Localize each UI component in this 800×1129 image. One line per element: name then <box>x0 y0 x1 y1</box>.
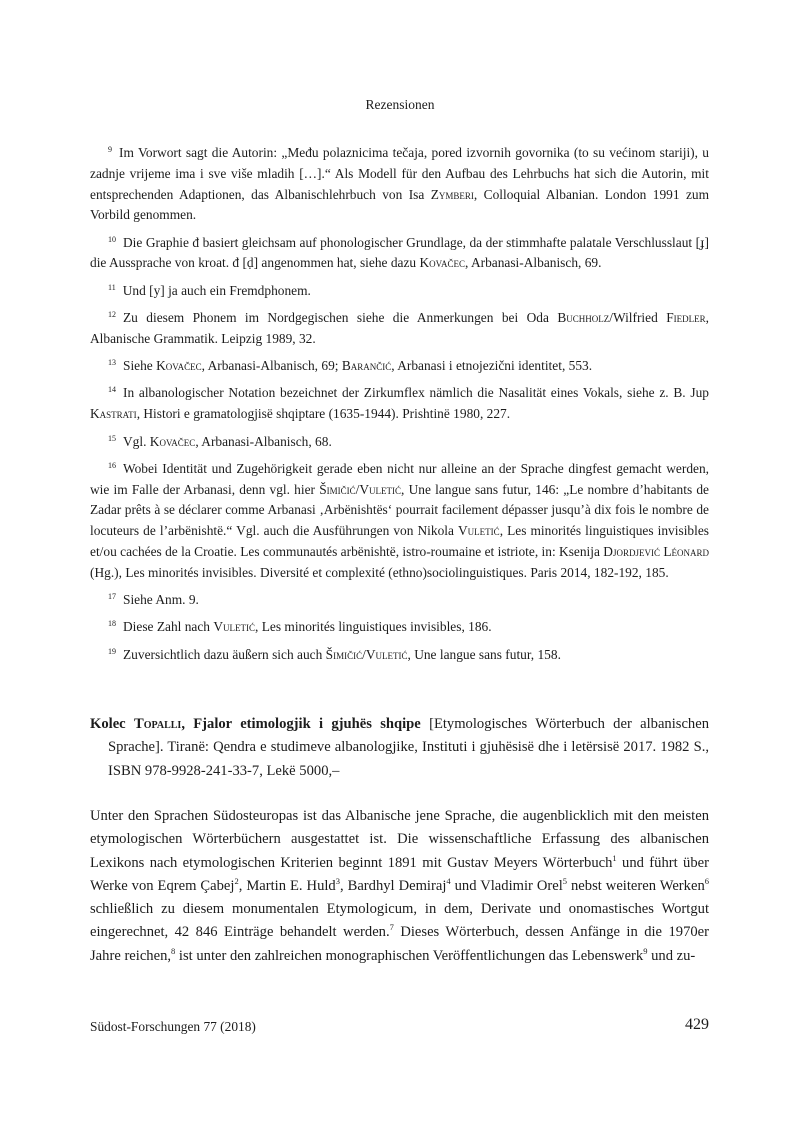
footnote <box>90 230 709 275</box>
author-name: Šimičić <box>325 646 363 662</box>
footnote-text: , Les minorités linguistiques invisibles, 186. <box>255 619 492 635</box>
footnote <box>90 429 709 453</box>
author-name: Vuletić <box>359 481 402 497</box>
footnotes-section <box>90 140 709 669</box>
body-text-run: und zu- <box>647 947 696 964</box>
author-name: Kovačec <box>419 255 465 271</box>
footnote-reference: 9 <box>643 945 648 956</box>
footnote <box>90 456 709 584</box>
body-text-run: nebst weiteren Werken <box>567 877 705 894</box>
footnote <box>90 305 709 350</box>
footnote-text: Die Graphie đ basiert gleichsam auf phonologischer Grundlage, da der stimmhafte palatale Verschlusslaut [ɟ] die Aussprache von kroat. đ [ḍ] angenommen hat, siehe dazu <box>90 234 709 271</box>
footnote-text: / <box>362 646 366 662</box>
body-text-run: , Martin E. Huld <box>238 877 336 894</box>
footnote-text: /Wilfried <box>609 310 667 326</box>
footnote <box>90 642 709 666</box>
footnote-text: , Une langue sans futur, 158. <box>407 646 561 662</box>
footnote-reference: 8 <box>171 945 176 956</box>
author-name: Vuletić <box>458 523 500 539</box>
footnote <box>90 140 709 226</box>
body-text-run: und Vladimir Orel <box>450 877 563 894</box>
body-text-run: , Bardhyl Demiraj <box>339 877 447 894</box>
footnote-reference: 4 <box>446 875 451 886</box>
author-name: Buchholz <box>557 310 610 326</box>
footnote-number: 19 <box>108 646 116 656</box>
footnote-number: 16 <box>108 460 116 470</box>
review-heading <box>90 713 709 783</box>
review-title: , Fjalor etimologjik i gjuhës shqipe <box>181 716 421 732</box>
footnote-text: Und [y] ja auch ein Fremdphonem. <box>122 282 311 298</box>
footnote-reference: 5 <box>562 875 568 886</box>
review-citation <box>90 713 709 783</box>
footnote <box>90 614 709 638</box>
footnote <box>90 278 709 302</box>
footnote-text: Siehe <box>123 358 157 374</box>
journal-citation: Südost-Forschungen 77 (2018) <box>90 1019 256 1034</box>
author-name: Fiedler <box>666 310 706 326</box>
footnote-text: , Arbanasi-Albanisch, 69; <box>201 358 342 374</box>
author-name: Kovačec <box>149 433 196 449</box>
footnote-text: Zuversichtlich dazu äußern sich auch <box>123 646 326 662</box>
footnote-text: , Albanische Grammatik. Leipzig 1989, 32. <box>90 310 710 346</box>
footnote-text: (Hg.), Les minorités invisibles. Diversité et complexité (ethno)sociolinguistiques. Paris 2014, 182-192, 185. <box>90 564 669 580</box>
footnote-reference: 1 <box>612 852 617 863</box>
footnote <box>90 353 709 377</box>
author-name: Kastrati <box>90 406 137 422</box>
body-text-run: Dieses Wörterbuch, dessen Anfänge in die 1970er Jahre reichen, <box>90 924 709 964</box>
footnote-text: Diese Zahl nach <box>123 619 214 635</box>
footnote-text: , Arbanasi i etnojezični identitet, 553. <box>391 358 593 374</box>
review-body <box>90 805 709 968</box>
body-text-run: Unter den Sprachen Südosteuropas ist das Albanische jene Sprache, die augenblicklich mit den meisten etymologischen Wörterbüchern ausgestattet ist. Die wissenschaftliche Erfassung des albanischen Lexikons nach etymologischen Kriterien beginnt 1891 mit Gustav Meyers Wörterbuch <box>90 808 709 871</box>
page-number: 429 <box>685 1016 709 1033</box>
author-name: Šimičić <box>319 481 356 497</box>
author-name: Vuletić <box>365 646 408 662</box>
footnote-text: Zu diesem Phonem im Nordgegischen siehe die Anmerkungen bei Oda <box>123 310 558 326</box>
footnote-number: 10 <box>108 234 116 244</box>
footnote-reference: 7 <box>389 922 394 933</box>
review-author <box>90 716 181 732</box>
footnote-reference: 3 <box>335 875 340 886</box>
footnote-text: In albanologischer Notation bezeichnet der Zirkumflex nämlich die Nasalität eines Vokals, siehe z. B. Jup <box>123 385 709 401</box>
footnote-text: , Une langue sans futur, 146: „Le nombre d’habitants de Zadar prêts à se déclarer comme Arbanasi ‚Arbënishtës‘ pourrait facilement dépasser jusqu’à dix fois le nombre de locuteurs de l’arbënishtë.“ Vgl. auch die Ausführungen von Nikola <box>90 481 709 539</box>
body-text-run: und führt über Werke von Eqrem Çabej <box>90 854 709 894</box>
body-paragraph <box>90 805 709 968</box>
footnote-number: 15 <box>108 433 116 443</box>
running-head: Rezensionen <box>365 97 435 112</box>
footnote-text: Vgl. <box>123 433 150 449</box>
review-author-last: Topalli <box>133 716 182 732</box>
body-text-run: schließlich zu diesem monumentalen Etymologicum, in dem, Derivate und onomastisches Wortgut eingerechnet, 42 846 Einträge behandelt werden. <box>90 901 709 941</box>
footnote-text: , Colloquial Albanian. London 1991 zum Vorbild genommen. <box>90 186 709 223</box>
footnote <box>90 380 709 425</box>
footnote <box>90 587 709 611</box>
footnote-number: 12 <box>108 310 116 320</box>
author-name: Zymberi <box>430 186 474 202</box>
review-details: [Etymologisches Wörterbuch der albanischen Sprache]. Tiranë: Qendra e studimeve albanologjike, Instituti i gjuhësisë dhe i letërsisë 2017. 1982 S., ISBN 978-9928-241-33-7, Lekë 5000,– <box>108 716 710 779</box>
author-name: Vuletić <box>213 619 256 635</box>
footnote-text: , Histori e gramatologjisë shqiptare (1635-1944). Prishtinë 1980, 227. <box>136 406 511 422</box>
footnote-text: Wobei Identität und Zugehörigkeit gerade eben nicht nur alleine an der Sprache dingfest gemacht werden, wie im Falle der Arbanasi, denn vgl. hier <box>90 460 709 497</box>
footnote-number: 13 <box>108 358 116 368</box>
body-text-run: ist unter den zahlreichen monographischen Veröffentlichungen das Lebenswerk <box>175 947 644 964</box>
author-name: Kovačec <box>156 358 202 374</box>
footnote-number: 11 <box>108 282 116 292</box>
author-name: Barančić <box>341 358 392 374</box>
footnote-number: 18 <box>108 619 116 629</box>
footnote-text: , Arbanasi-Albanisch, 69. <box>464 255 602 271</box>
footnote-text: / <box>355 481 360 497</box>
footnote-number: 14 <box>108 385 116 395</box>
review-author-first: Kolec <box>90 716 134 732</box>
footnote-text: , Arbanasi-Albanisch, 68. <box>195 433 332 449</box>
footnote-text: , Les minorités linguistiques invisibles et/ou cachées de la Croatie. Les communautés arbënishtë, istro-roumaine et istriote, in: Ksenija <box>90 523 709 560</box>
footnote-number: 17 <box>108 592 116 602</box>
footnote-reference: 2 <box>234 875 239 886</box>
footnote-reference: 6 <box>704 875 709 886</box>
footnote-number: 9 <box>108 145 112 154</box>
author-name: Djordjević Léonard <box>603 544 710 560</box>
footnote-text: Siehe Anm. 9. <box>123 592 199 608</box>
footnote-text: Im Vorwort sagt die Autorin: „Među polaznicima tečaja, pored izvornih govornika (to su većinom stariji), u zadnje vrijeme ima i sve više mladih […].“ Als Modell für den Aufbau des Lehrbuchs hat sich die Autorin, mit entsprechenden Adaptionen, das Albanischlehrbuch von Isa <box>90 145 709 202</box>
